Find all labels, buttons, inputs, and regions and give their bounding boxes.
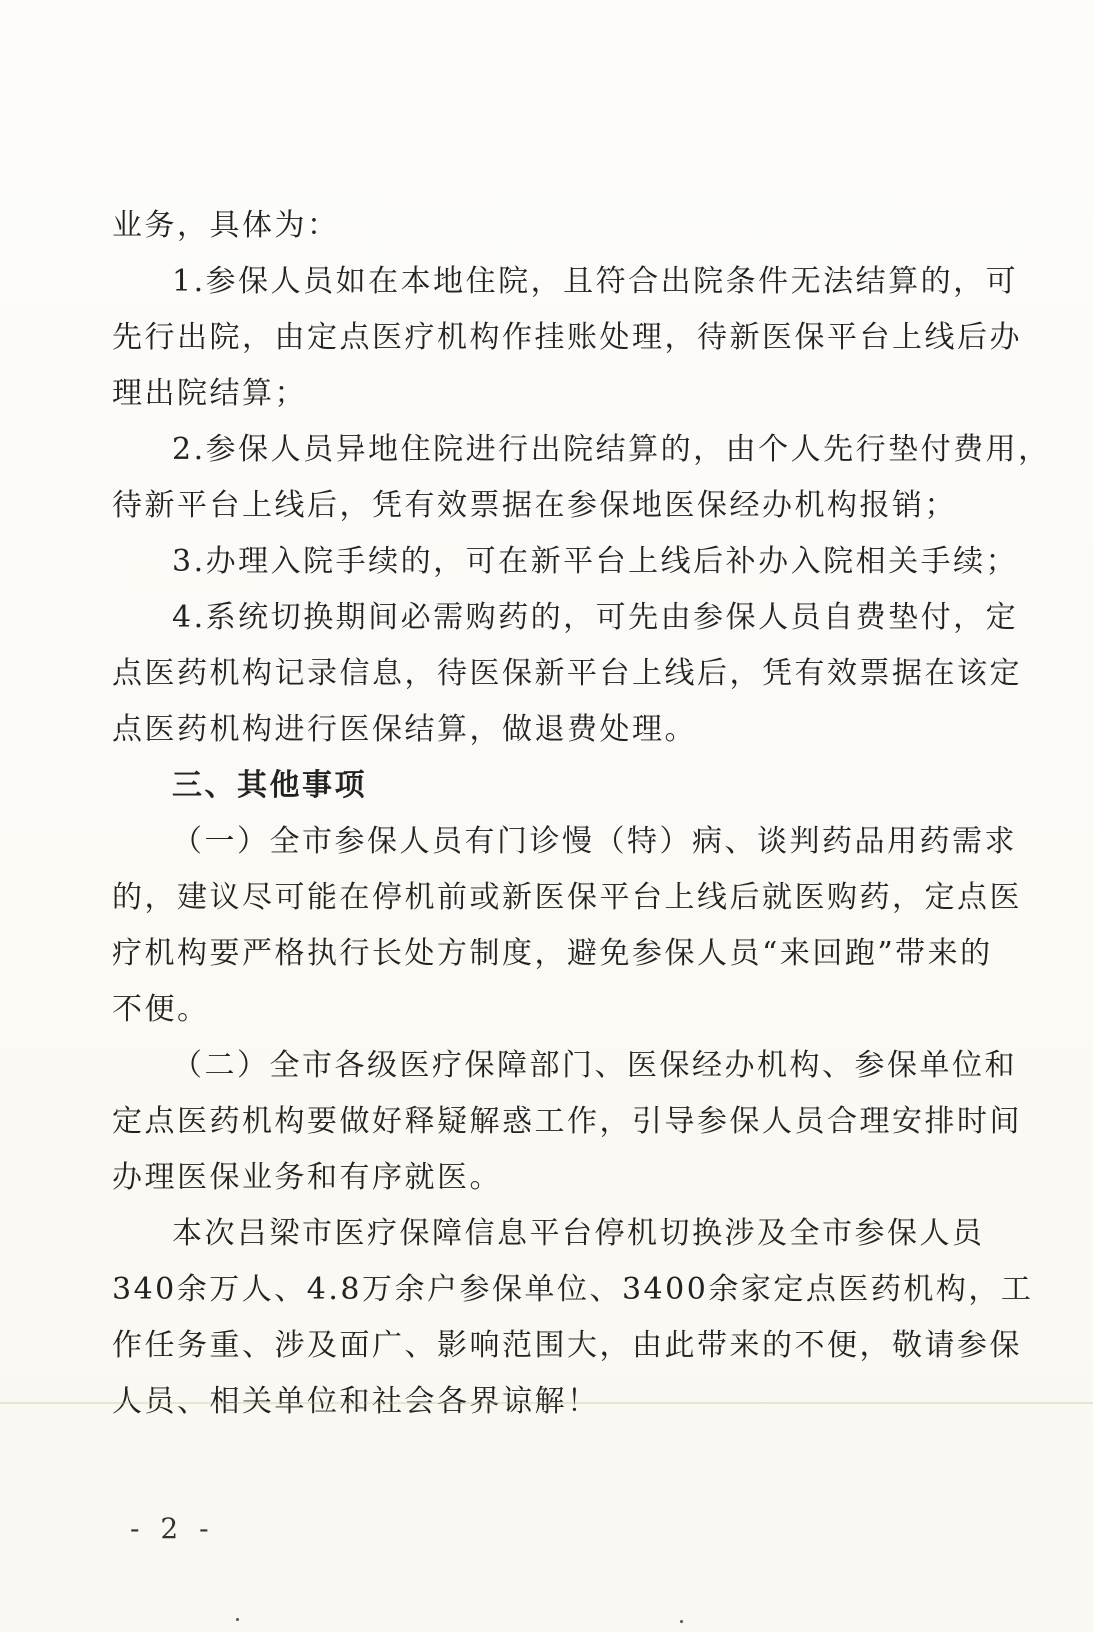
page-number: - 2 - xyxy=(130,1512,215,1545)
closing-paragraph: 本次吕梁市医疗保障信息平台停机切换涉及全市参保人员 xyxy=(172,1216,985,1251)
body-line: 点医药机构记录信息，待医保新平台上线后，凭有效票据在该定 xyxy=(112,656,1022,691)
scan-speck xyxy=(680,1620,683,1623)
list-item-1: 1.参保人员如在本地住院，且符合出院条件无法结算的，可 xyxy=(172,264,1019,299)
scan-speck xyxy=(236,1618,239,1621)
sub-item-1: （一）全市参保人员有门诊慢（特）病、谈判药品用药需求 xyxy=(172,824,1017,859)
document-body xyxy=(112,198,1051,1430)
page-fold-line xyxy=(0,1402,1093,1404)
body-line: 340余万人、4.8万余户参保单位、3400余家定点医药机构，工 xyxy=(112,1272,1034,1307)
list-item-2: 2.参保人员异地住院进行出院结算的，由个人先行垫付费用， xyxy=(172,432,1051,467)
body-line: 的，建议尽可能在停机前或新医保平台上线后就医购药，定点医 xyxy=(112,880,1022,915)
body-line: 先行出院，由定点医疗机构作挂账处理，待新医保平台上线后办 xyxy=(112,320,1022,355)
body-line: 不便。 xyxy=(112,992,210,1027)
body-line: 疗机构要严格执行长处方制度，避免参保人员“来回跑”带来的 xyxy=(112,936,993,971)
body-line: 点医药机构进行医保结算，做退费处理。 xyxy=(112,712,697,747)
body-line: 人员、相关单位和社会各界谅解！ xyxy=(112,1384,600,1419)
body-line: 定点医药机构要做好释疑解惑工作，引导参保人员合理安排时间 xyxy=(112,1104,1022,1139)
body-line: 理出院结算； xyxy=(112,376,307,411)
body-line: 待新平台上线后，凭有效票据在参保地医保经办机构报销； xyxy=(112,488,957,523)
list-item-3: 3.办理入院手续的，可在新平台上线后补办入院相关手续； xyxy=(172,544,1019,579)
section-heading: 三、其他事项 xyxy=(172,768,367,803)
body-line: 作任务重、涉及面广、影响范围大，由此带来的不便，敬请参保 xyxy=(112,1328,1022,1363)
body-line: 办理医保业务和有序就医。 xyxy=(112,1160,502,1195)
sub-item-2: （二）全市各级医疗保障部门、医保经办机构、参保单位和 xyxy=(172,1048,1017,1083)
body-line: 业务，具体为： xyxy=(112,208,340,243)
list-item-4: 4.系统切换期间必需购药的，可先由参保人员自费垫付，定 xyxy=(172,600,1019,635)
